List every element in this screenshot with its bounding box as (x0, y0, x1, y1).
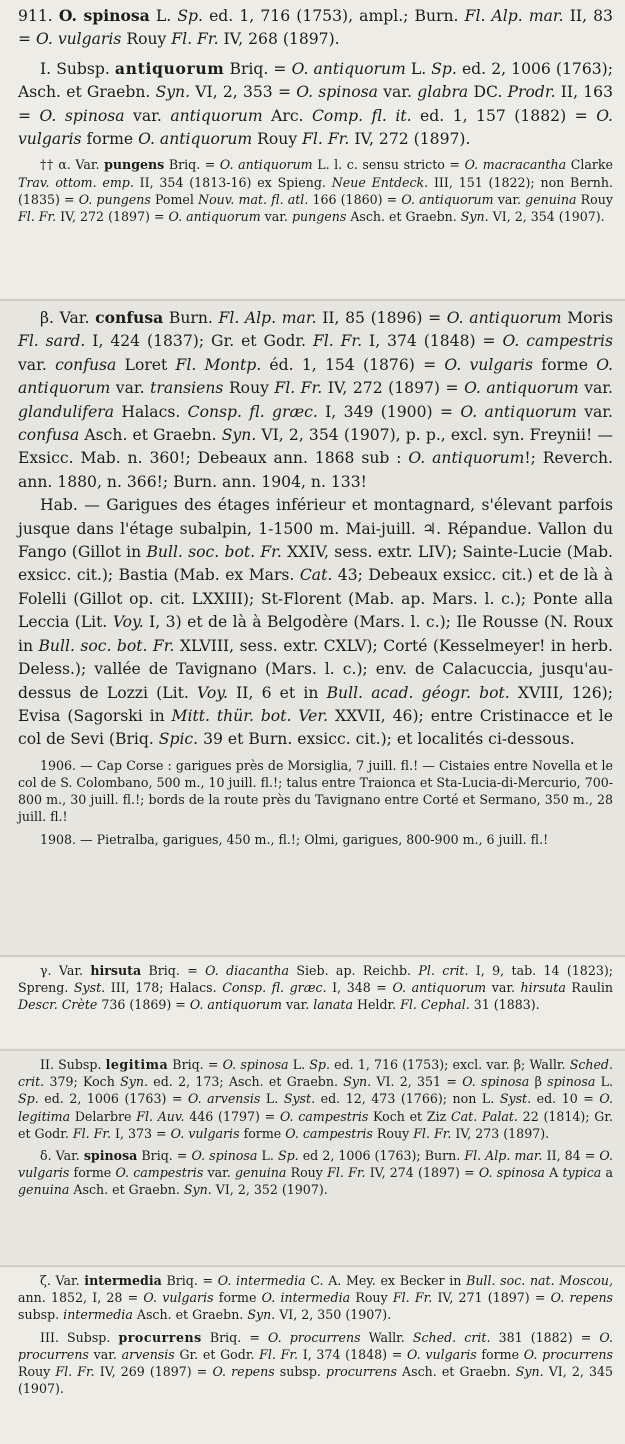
section-hirsuta (0, 958, 625, 1048)
habitat: Hab. — Garigues des étages inférieur et montagnard, s'élevant parfois jusque dans l'étage subalpin, 1-1500 m. Mai-juill. ♃. Répandue. Vallon du Fango (Gillot in Bull. soc. bot. Fr. XXIV, sess. extr. LIV); Sainte-Lucie (Mab. exsicc. cit.); Bastia (Mab. ex Mars. Cat. 43; Debeaux exsicc. cit.) et de là à Folelli (Gillot op. cit. LXXIII); St-Florent (Mab. ap. Mars. l. c.); Ponte alla Leccia (Lit. Voy. I, 3) et de là à Belgodère (Mars. l. c.); Ile Rousse (N. Roux in Bull. soc. bot. Fr. XLVIII, sess. extr. CXLV); Corté (Kesselmeyer! in herb. Deless.); vallée de Tavignano (Mars. l. c.); env. de Calacuccia, jusqu'au-dessus de Lozzi (Lit. Voy. II, 6 et in Bull. acad. géogr. bot. XVIII, 126); Evisa (Sagorski in Mitt. thür. bot. Ver. XXVII, 46); entre Cristinacce et le col de Sevi (Briq. Spic. 39 et Burn. exsicc. cit.); et localités ci-dessous. (18, 496, 614, 749)
panel-divider (0, 299, 625, 301)
panel-divider (0, 1049, 625, 1051)
panel-divider (0, 1265, 625, 1267)
subsp-antiquorum: I. Subsp. antiquorum Briq. = O. antiquorum L. Sp. ed. 2, 1006 (1763); Asch. et Graebn. Syn. VI, 2, 353 = O. spinosa var. glabra DC. Prodr. II, 163 = O. spinosa var. antiquorum Arc. Comp. fl. it. ed. 1, 157 (1882) = O. vulgaris forme O. antiquorum Rouy Fl. Fr. IV, 272 (1897). (18, 58, 614, 149)
section-intermedia (0, 1268, 625, 1444)
entry-911: 911. O. spinosa L. Sp. ed. 1, 716 (1753), ampl.; Burn. Fl. Alp. mar. II, 83 = O. vulgaris Rouy Fl. Fr. IV, 268 (1897). (18, 6, 613, 49)
var-hirsuta: γ. Var. hirsuta Briq. = O. diacantha Sieb. ap. Reichb. Pl. crit. I, 9, tab. 14 (1823); Spreng. Syst. III, 178; Halacs. Consp. fl. græc. I, 348 = O. antiquorum var. hirsuta Raulin Descr. Crète 736 (1869) = O. antiquorum var. lanata Heldr. Fl. Cephal. 31 (1883). (18, 963, 614, 1013)
var-intermedia: ζ. Var. intermedia Briq. = O. intermedia C. A. Mey. ex Becker in Bull. soc. nat. Moscou, ann. 1852, I, 28 = O. vulgaris forme O. intermedia Rouy Fl. Fr. IV, 271 (1897) = O. repens subsp. intermedia Asch. et Graebn. Syn. VI, 2, 350 (1907). (18, 1273, 614, 1323)
section-confusa (0, 302, 625, 954)
var-spinosa: δ. Var. spinosa Briq. = O. spinosa L. Sp. ed 2, 1006 (1763); Burn. Fl. Alp. mar. II, 84 = O. vulgaris forme O. campestris var. genuina Rouy Fl. Fr. IV, 274 (1897) = O. spinosa A typica a genuina Asch. et Graebn. Syn. VI, 2, 352 (1907). (18, 1148, 614, 1198)
record-1908: 1908. — Pietralba, garigues, 450 m., fl.!; Olmi, garigues, 800-900 m., 6 juill. fl.! (40, 831, 549, 847)
var-pungens: †† α. Var. pungens Briq. = O. antiquorum L. l. c. sensu stricto = O. macracantha Clarke Trav. ottom. emp. II, 354 (1813-16) ex Spieng. Neue Entdeck. III, 151 (1822); non Bernh. (1835) = O. pungens Pomel Nouv. mat. fl. atl. 166 (1860) = O. antiquorum var. genuina Rouy Fl. Fr. IV, 272 (1897) = O. antiquorum var. pungens Asch. et Graebn. Syn. VI, 2, 354 (1907). (18, 157, 614, 225)
section-911 (0, 0, 625, 298)
subsp-legitima: II. Subsp. legitima Briq. = O. spinosa L. Sp. ed. 1, 716 (1753); excl. var. β; Wallr. Sched. crit. 379; Koch Syn. ed. 2, 173; Asch. et Graebn. Syn. VI. 2, 351 = O. spinosa β spinosa L. Sp. ed. 2, 1006 (1763) = O. arvensis L. Syst. ed. 12, 473 (1766); non L. Syst. ed. 10 = O. legitima Delarbre Fl. Auv. 446 (1797) = O. campestris Koch et Ziz Cat. Palat. 22 (1814); Gr. et Godr. Fl. Fr. I, 373 = O. vulgaris forme O. campestris Rouy Fl. Fr. IV, 273 (1897). (18, 1057, 614, 1141)
section-legitima (0, 1052, 625, 1264)
panel-divider (0, 955, 625, 957)
subsp-procurrens: III. Subsp. procurrens Briq. = O. procurrens Wallr. Sched. crit. 381 (1882) = O. procurrens var. arvensis Gr. et Godr. Fl. Fr. I, 374 (1848) = O. vulgaris forme O. procurrens Rouy Fl. Fr. IV, 269 (1897) = O. repens subsp. procurrens Asch. et Graebn. Syn. VI, 2, 345 (1907). (18, 1329, 614, 1397)
record-1906: 1906. — Cap Corse : garigues près de Morsiglia, 7 juill. fl.! — Cistaies entre Novella et le col de S. Colombano, 500 m., 10 juill. fl.!; talus entre Traionca et Sta-Lucia-di-Mercurio, 700-800 m., 30 juill. fl.!; bords de la route près du Tavignano entre Corté et Sermano, 350 m., 28 juill. fl.! (18, 757, 613, 825)
var-confusa: β. Var. confusa Burn. Fl. Alp. mar. II, 85 (1896) = O. antiquorum Moris Fl. sard. I, 424 (1837); Gr. et Godr. Fl. Fr. I, 374 (1848) = O. campestris var. confusa Loret Fl. Montp. éd. 1, 154 (1876) = O. vulgaris forme O. antiquorum var. transiens Rouy Fl. Fr. IV, 272 (1897) = O. antiquorum var. glandulifera Halacs. Consp. fl. græc. I, 349 (1900) = O. antiquorum var. confusa Asch. et Graebn. Syn. VI, 2, 354 (1907), p. p., excl. syn. Freynii! — Exsicc. Mab. n. 360!; Debeaux ann. 1868 sub : O. antiquorum!; Reverch. ann. 1880, n. 366!; Burn. ann. 1904, n. 133! (18, 308, 614, 491)
